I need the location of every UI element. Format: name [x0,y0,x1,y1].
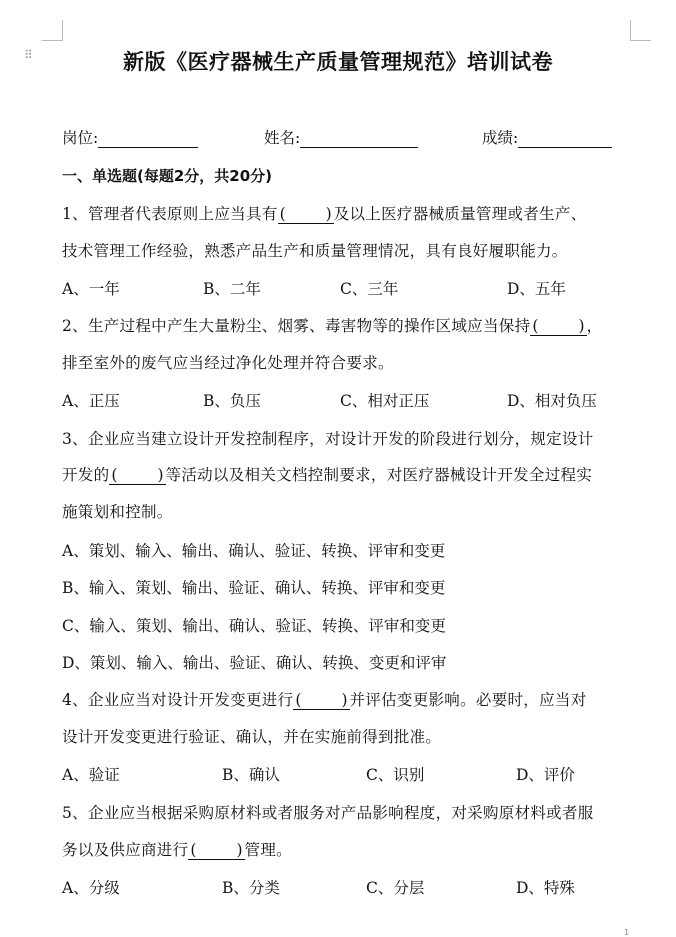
q4-option-d[interactable]: D、评价 [516,766,575,784]
q5-option-b[interactable]: B、分类 [222,879,280,897]
question-2-line-2: 排至室外的废气应当经过净化处理并符合要求。 [62,354,394,372]
question-2-line-1 [62,314,602,336]
score-label: 成绩: [482,129,519,147]
name-blank[interactable] [300,133,418,148]
answer-blank[interactable]: ( ) [295,691,348,709]
question-3-line-3: 施策划和控制。 [62,503,173,521]
q5-option-c[interactable]: C、分层 [366,879,425,897]
answer-blank[interactable]: ( ) [190,841,243,859]
document-title: 新版《医疗器械生产质量管理规范》培训试卷 [123,50,553,74]
q2-option-c[interactable]: C、相对正压 [340,392,430,410]
q5-option-a[interactable]: A、分级 [62,879,120,897]
q3-option-c[interactable]: C、输入、策划、输出、确认、验证、转换、评审和变更 [62,617,446,635]
q4-option-b[interactable]: B、确认 [222,766,280,784]
question-text: 及以上医疗器械质量管理或者生产、 [333,205,587,223]
position-field[interactable] [62,126,198,148]
question-4-line-2: 设计开发变更进行验证、确认，并在实施前得到批准。 [62,728,442,746]
q4-option-c[interactable]: C、识别 [366,766,425,784]
q1-option-b[interactable]: B、二年 [203,280,261,298]
question-5-line-1: 5、企业应当根据采购原材料或者服务对产品影响程度，对采购原材料或者服 [62,804,594,822]
page-corner-mark-top-left [42,20,63,41]
question-text: 并评估变更影响。必要时，应当对 [349,691,587,709]
section-heading: 一、单选题(每题2分，共20分) [62,167,273,185]
q5-option-d[interactable]: D、特殊 [516,879,575,897]
name-field[interactable] [264,126,418,148]
score-field[interactable] [482,126,612,148]
question-4-line-1 [62,688,587,710]
q3-option-d[interactable]: D、策划、输入、输出、验证、确认、转换、变更和评审 [62,654,447,672]
question-text: 2、生产过程中产生大量粉尘、烟雾、毒害物等的操作区域应当保持 [62,317,531,335]
score-blank[interactable] [518,133,612,148]
q1-option-c[interactable]: C、三年 [340,280,399,298]
q2-option-b[interactable]: B、负压 [203,392,261,410]
q1-option-d[interactable]: D、五年 [507,280,566,298]
page-corner-mark-top-right [630,20,651,41]
name-label: 姓名: [264,129,301,147]
question-text: 1、管理者代表原则上应当具有 [62,205,278,223]
position-blank[interactable] [98,133,198,148]
q3-option-a[interactable]: A、策划、输入、输出、确认、验证、转换、评审和变更 [62,542,446,560]
question-5-line-2 [62,838,292,860]
q4-option-a[interactable]: A、验证 [62,766,120,784]
question-text: 管理。 [244,841,292,859]
q2-option-d[interactable]: D、相对负压 [507,392,597,410]
answer-blank[interactable]: ( ) [279,205,332,223]
question-3-line-2 [62,463,592,485]
answer-blank[interactable]: ( ) [532,317,585,335]
question-1-line-2: 技术管理工作经验，熟悉产品生产和质量管理情况，具有良好履职能力。 [62,242,568,260]
page-number: 1 [624,928,630,937]
drag-handle-icon[interactable]: ⠿ [24,48,34,62]
q1-option-a[interactable]: A、一年 [62,280,120,298]
question-text: 等活动以及相关文档控制要求，对医疗器械设计开发全过程实 [165,466,593,484]
question-text: ， [586,317,603,335]
question-1-line-1 [62,202,587,224]
question-text: 务以及供应商进行 [62,841,189,859]
position-label: 岗位: [62,129,99,147]
question-text: 开发的 [62,466,110,484]
answer-blank[interactable]: ( ) [111,466,164,484]
q3-option-b[interactable]: B、输入、策划、输出、验证、确认、转换、评审和变更 [62,579,446,597]
q2-option-a[interactable]: A、正压 [62,392,120,410]
question-text: 4、企业应当对设计开发变更进行 [62,691,294,709]
question-3-line-1: 3、企业应当建立设计开发控制程序，对设计开发的阶段进行划分，规定设计 [62,430,594,448]
